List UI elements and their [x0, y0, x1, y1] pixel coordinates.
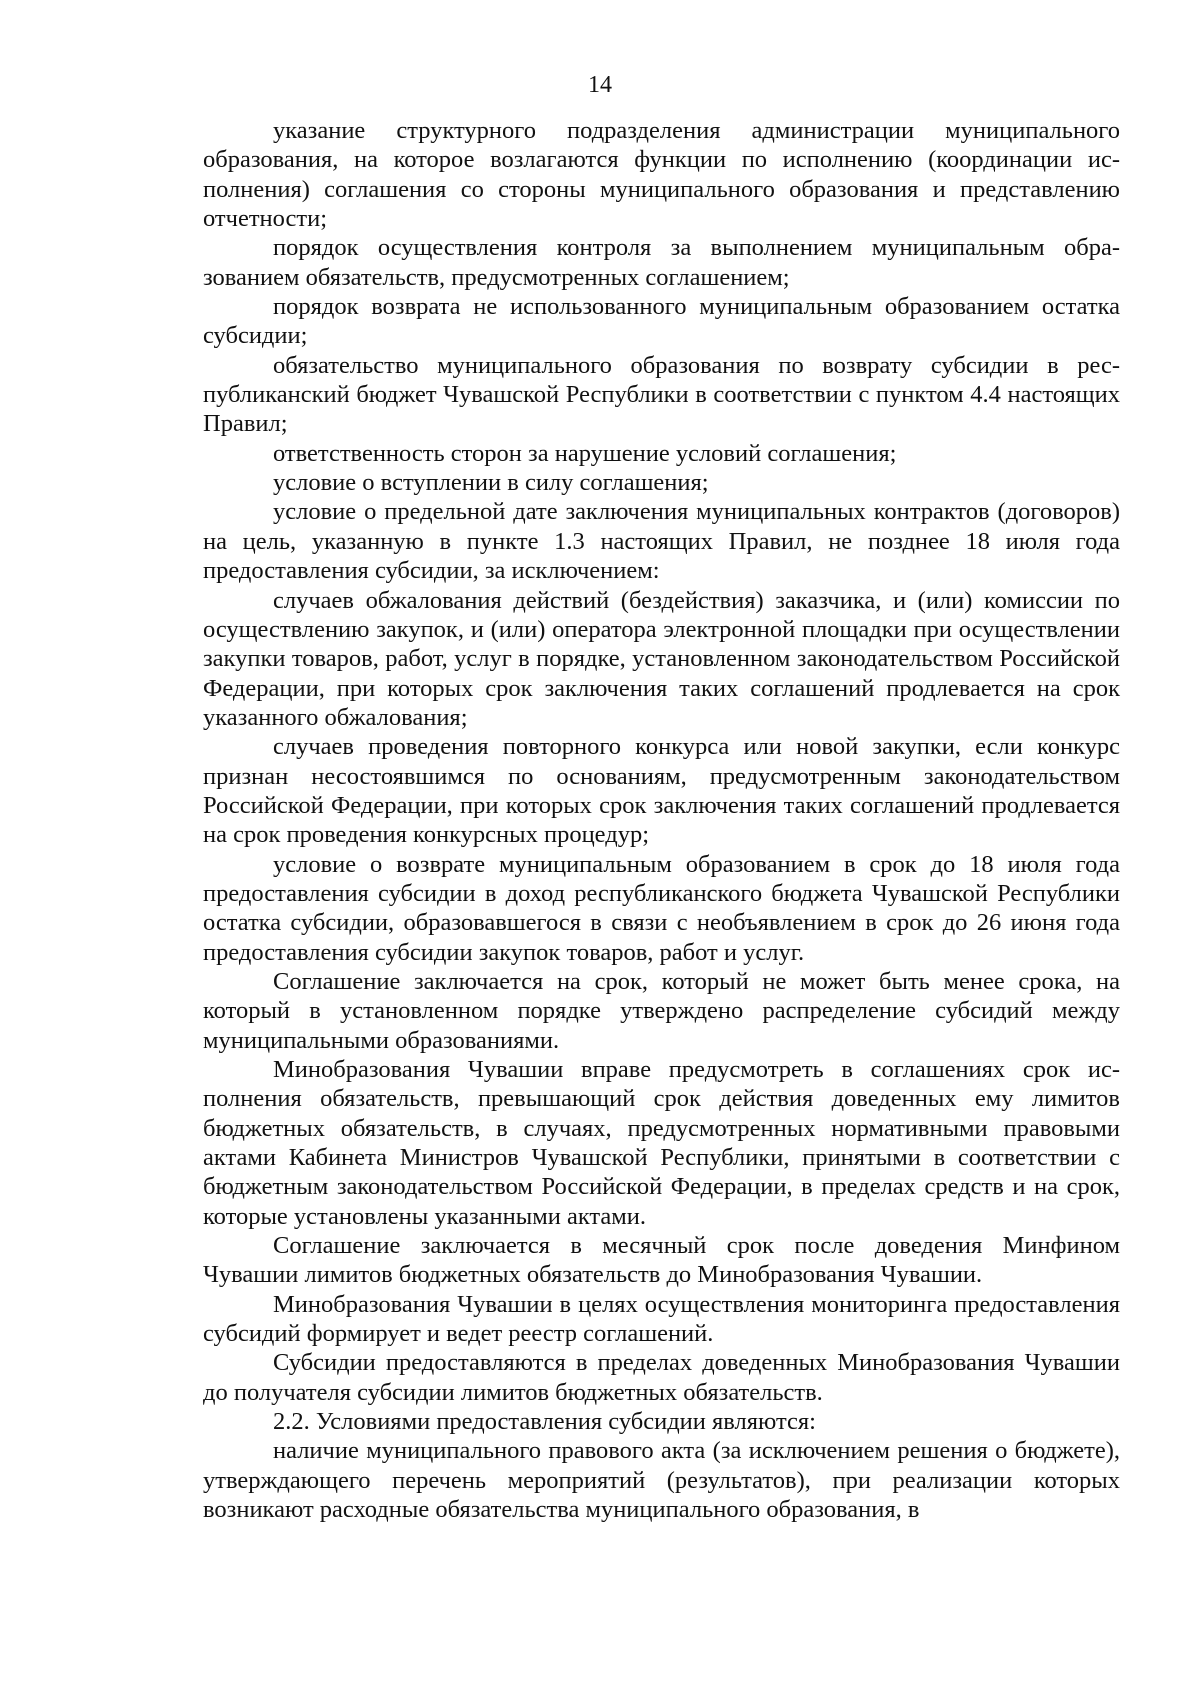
paragraph-subsidy-limits: Субсидии предоставляются в пределах доведенных Минобразования Чувашии до получателя субсидии лимитов бюджетных обязательств. [203, 1349, 1120, 1406]
paragraph-entry-into-force: условие о вступлении в силу соглашения; [273, 469, 709, 497]
paragraph-balance-return: условие о возврате муниципальным образованием в срок до 18 июля года предоставления субсидии в доход республиканского бюджета Чувашской Республики остатка субсидии, образовавшегося в связи с необъявлением в срок до 26 июня года предоставления субсидии закупок товаров, работ и услуг. [203, 850, 1120, 966]
paragraph-agreement-term: Соглашение заключается на срок, который не может быть менее срока, на который в установленном порядке утверждено распределение субсидий между муниципальными образованиями. [203, 967, 1120, 1054]
paragraph-municipal-act: наличие муниципального правового акта (за исключением решения о бюджете), утверждающего перечень мероприятий (результатов), при реализации которых возникают расходные обязательства муниципального образования, в [203, 1437, 1120, 1524]
page-number: 14 [588, 72, 612, 98]
paragraph-return-obligation: обязательство муниципального образования по возврату субсидии в республиканский бюджет Чувашской Республики в соответствии с пунктом 4.4 настоящих Правил; [203, 351, 1120, 438]
paragraph-return-procedure: порядок возврата не использованного муниципальным образованием остатка субсидии; [203, 293, 1120, 350]
paragraph-contract-deadline: условие о предельной дате заключения муниципальных контрактов (договоров) на цель, указанную в пункте 1.3 настоящих Правил, не позднее 18 июля года предоставления субсидии, за исключением: [203, 498, 1120, 585]
paragraph-appeal-exception: случаев обжалования действий (бездействия) заказчика, и (или) комиссии по осуществлению закупок, и (или) оператора электронной площадки при осуществлении закупки товаров, работ, услуг в порядке, установленном законодательством Российской Федерации, при которых срок заключения таких соглашений продлевается на срок указанного обжалования; [203, 586, 1120, 731]
paragraph-section-2-2: 2.2. Условиями предоставления субсидии являются: [273, 1408, 816, 1436]
paragraph-agreement-conclusion: Соглашение заключается в месячный срок после доведения Минфином Чувашии лимитов бюджетных обязательств до Минобразования Чувашии. [203, 1232, 1120, 1289]
paragraph-responsibility: ответственность сторон за нарушение условий соглашения; [273, 439, 897, 467]
paragraph-repeat-tender-exception: случаев проведения повторного конкурса или новой закупки, если конкурс признан несостоявшимся по основаниям, предусмотренным законодательством Российской Федерации, при которых срок заключения таких соглашений продлевается на срок проведения конкурсных процедур; [203, 733, 1120, 849]
paragraph-control-procedure: порядок осуществления контроля за выполнением муниципальным образованием обязательств, предусмотренных соглашением; [203, 234, 1120, 291]
paragraph-responsible-unit: указание структурного подразделения администрации муниципального образования, на которое возлагаются функции по исполнению (координации исполнения) соглашения со стороны муниципального образования и представлению отчетности; [203, 117, 1120, 233]
paragraph-agreement-registry: Минобразования Чувашии в целях осуществления мониторинга предоставления субсидий формирует и ведет реестр соглашений. [203, 1290, 1120, 1348]
paragraph-obligation-term: Минобразования Чувашии вправе предусмотреть в соглашениях срок исполнения обязательств, превышающий срок действия доведенных ему лимитов бюджетных обязательств, в случаях, предусмотренных нормативными правовыми актами Кабинета Министров Чувашской Республики, принятыми в соответствии с бюджетным законодательством Российской Федерации, в пределах средств и на срок, которые установлены указанными актами. [203, 1056, 1120, 1230]
document-body [203, 116, 1120, 1525]
